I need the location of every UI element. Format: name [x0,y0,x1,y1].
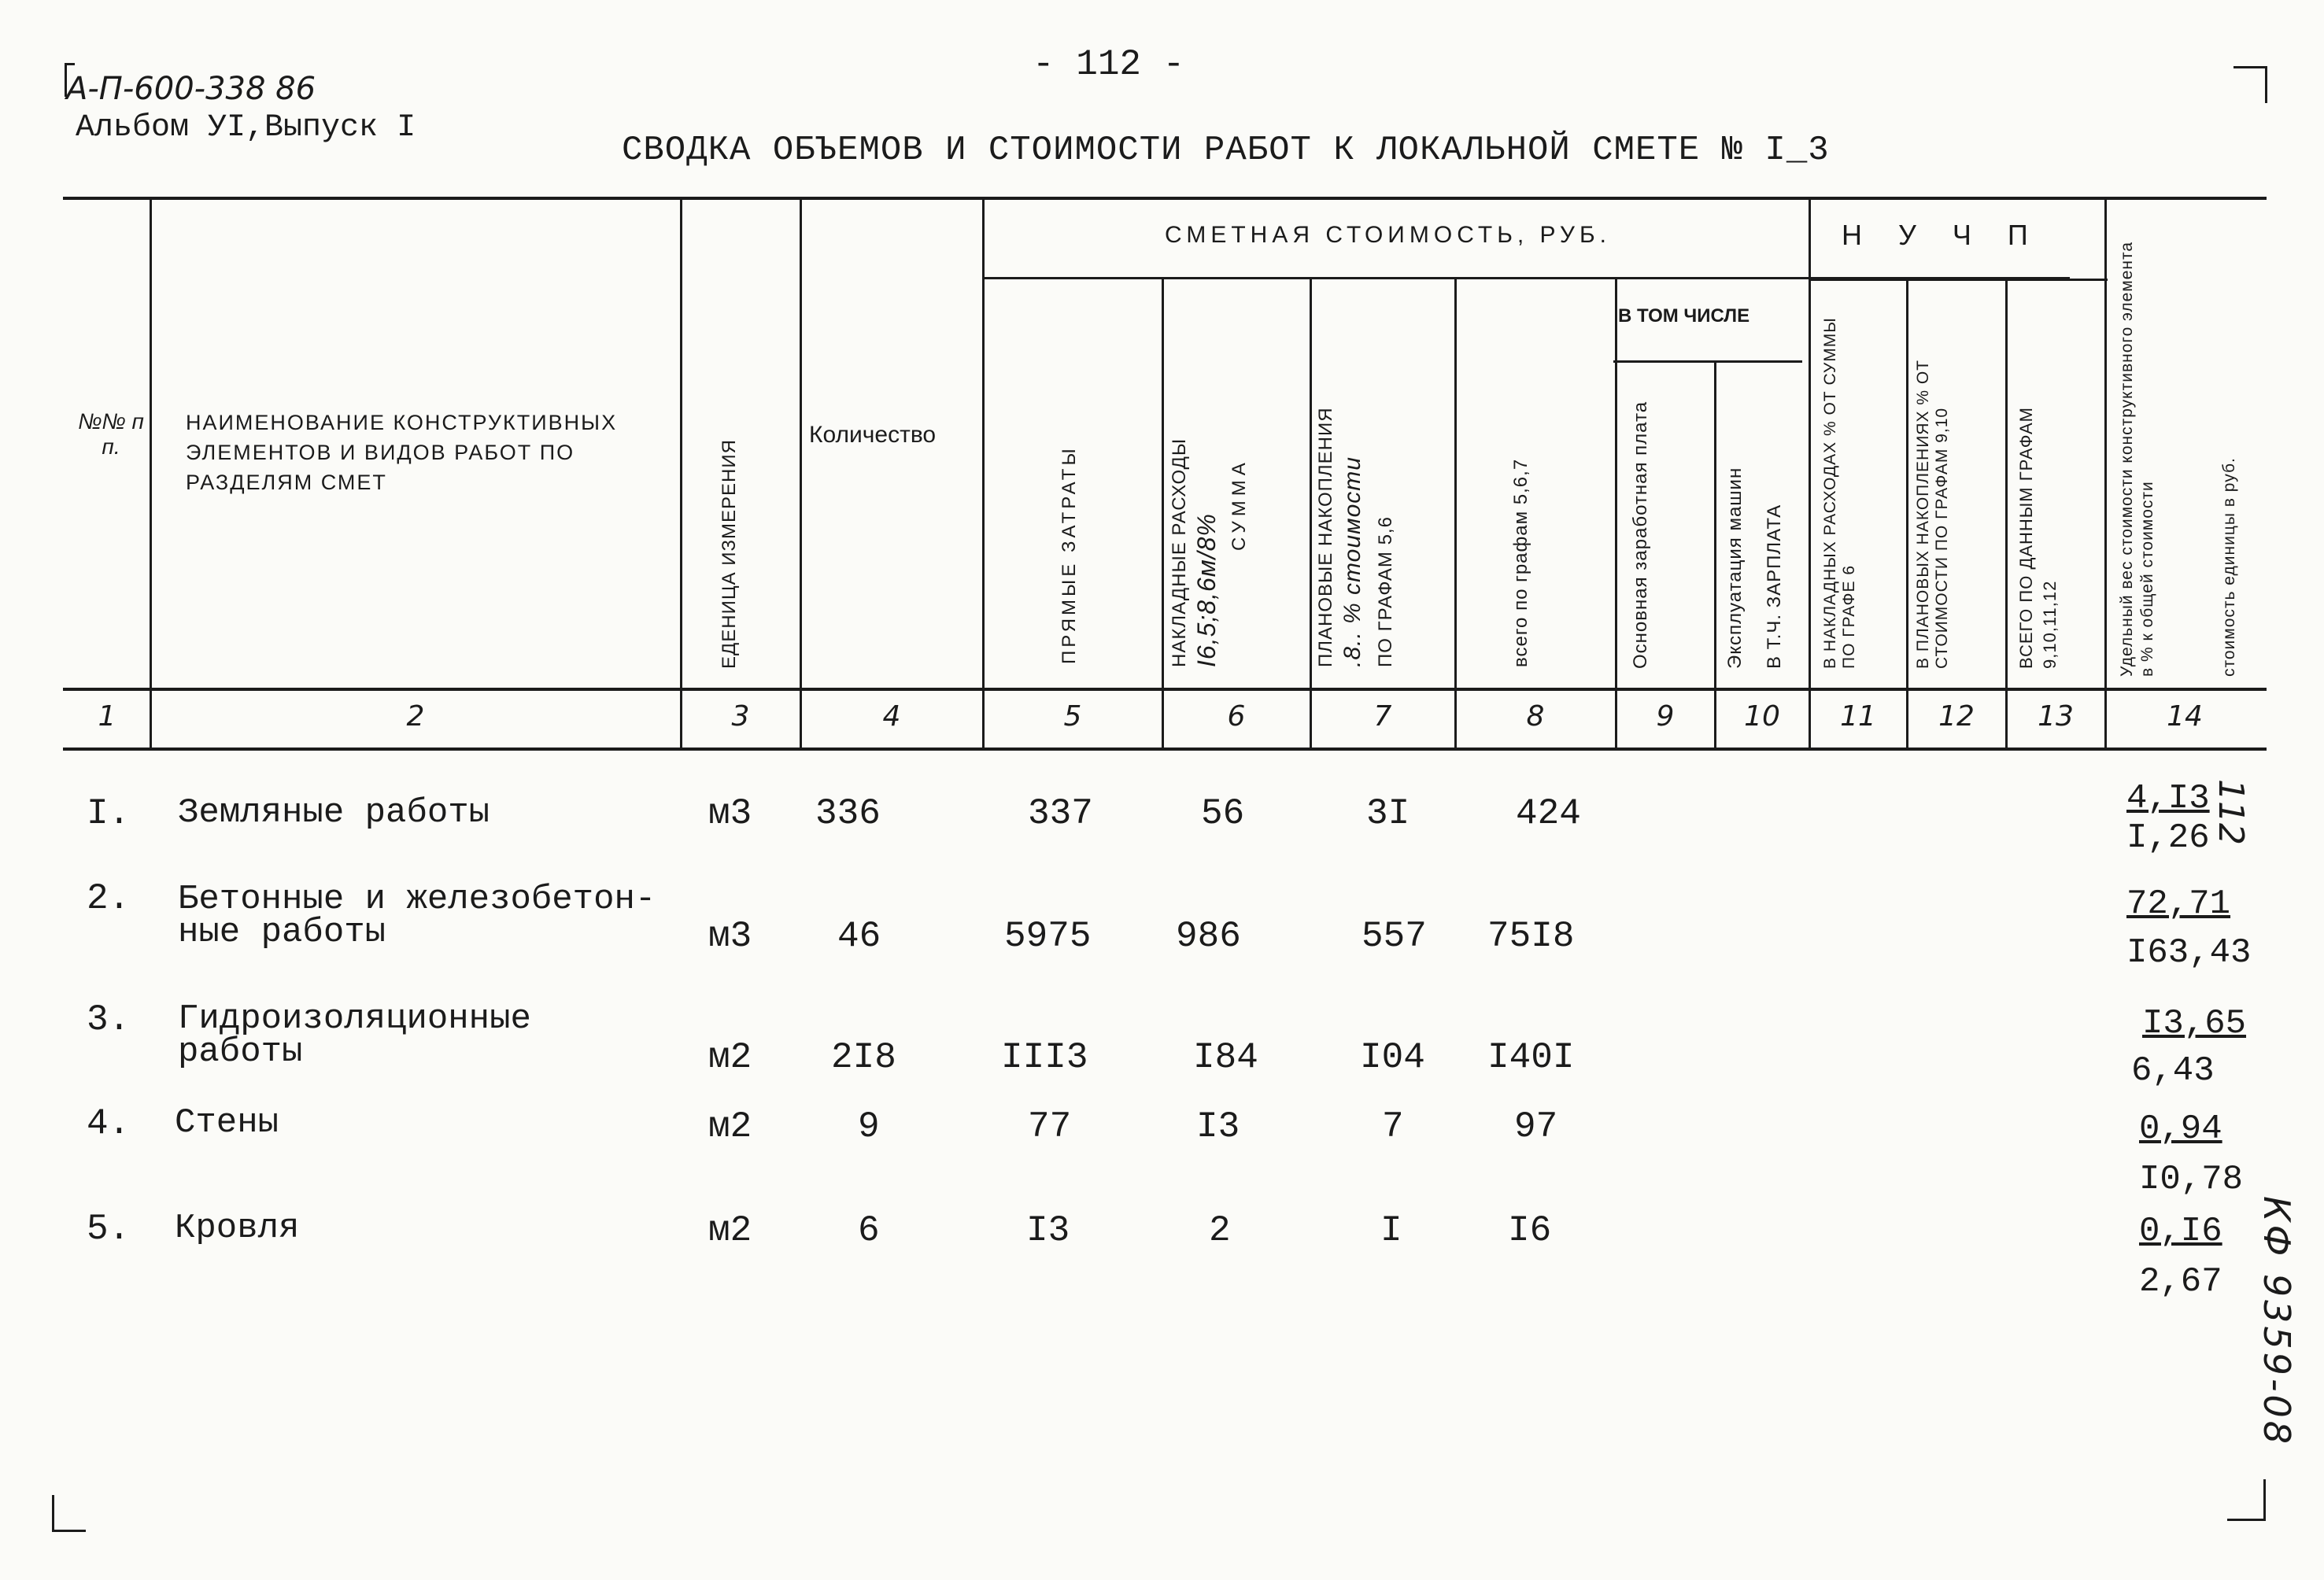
row-qty: 2I8 [831,1037,896,1078]
col-header-14: Удельный вес стоимости конструктивного элемента в % к общей стоимости [2118,241,2156,677]
column-number: 14 [2167,700,2203,733]
archive-stamp-number: КФ 9359-08 [2256,1196,2298,1448]
column-number: 5 [1063,700,1082,733]
row-total: I40I [1487,1037,1575,1078]
row-qty: 46 [837,916,881,957]
row-number: 2. [87,878,131,919]
column-number: 4 [882,700,901,733]
col-header-name: НАИМЕНОВАНИЕ КОНСТРУКТИВНЫХ ЭЛЕМЕНТОВ И ВИДОВ РАБОТ ПО РАЗДЕЛЯМ СМЕТ [186,411,618,494]
row-total: 97 [1514,1106,1558,1147]
row-number: 4. [87,1103,131,1144]
col-header-11: В НАКЛАДНЫХ РАСХОДАХ % ОТ СУММЫ ПО ГРАФЕ 6 [1821,317,1858,669]
row-unit: м3 [708,793,752,834]
col-header-12: В ПЛАНОВЫХ НАКОПЛЕНИЯХ % ОТ СТОИМОСТИ ПО ГРАФАМ 9,10 [1914,360,1951,669]
row-unit: м3 [708,916,752,957]
column-number: 3 [731,700,750,733]
row-total: I6 [1508,1210,1552,1251]
row-total: 424 [1516,793,1581,834]
row-unit-cost: I63,43 [2126,933,2252,973]
row-name: Стены [175,1103,279,1143]
page-title: СВОДКА ОБЪЕМОВ И СТОИМОСТИ РАБОТ К ЛОКАЛЬНОЙ СМЕТЕ № I_3 [622,131,1830,170]
document-code: Α-Π-600-338 86 [66,71,316,107]
col-divider [1809,198,1811,749]
row-qty: 6 [858,1210,880,1251]
nuchp-group-rule [1810,279,2108,281]
col-header-direct: ПРЯМЫЕ ЗАТРАТЫ [1059,445,1080,664]
col-header-14-unit: стоимость единицы в руб. [2220,457,2238,677]
col-header-planned-base: ПО ГРАФАМ 5,6 [1375,516,1396,667]
col-divider [2104,198,2107,749]
row-overhead: I84 [1193,1037,1258,1078]
row-unit-cost: I,26 [2126,818,2210,858]
column-number: 13 [2038,700,2074,733]
row-overhead: I3 [1196,1106,1240,1147]
col-header-qty: Количество [809,422,937,448]
col-header-machines: Эксплуатация машин [1724,467,1746,669]
row-unit-cost: I0,78 [2139,1160,2244,1199]
col-divider [1454,279,1457,749]
row-unit-cost: 6,43 [2131,1051,2215,1091]
row-overhead: 2 [1209,1210,1231,1251]
number-row-bottom-rule [63,748,2267,751]
row-share: 0,94 [2139,1109,2222,1149]
row-name: Гидроизоляционные [178,999,531,1039]
incl-group-header: В ТОМ ЧИСЛЕ [1618,305,1750,327]
row-planned: I [1380,1210,1402,1251]
col-divider [680,198,682,749]
row-overhead: 986 [1176,916,1241,957]
row-overhead: 56 [1201,793,1245,834]
row-direct: 77 [1028,1106,1072,1147]
corner-mark-top-left [65,63,75,97]
row-planned: 557 [1362,916,1427,957]
row-number: 5. [87,1209,131,1250]
row-name: Земляные работы [178,793,490,832]
col-header-salary: Основная заработная плата [1630,401,1651,669]
col-header-overhead-sum: СУММА [1229,458,1250,551]
row-planned: 7 [1382,1106,1404,1147]
table-top-rule [63,197,2267,200]
column-number: 8 [1526,700,1545,733]
col-header-overhead-rate: I6,5;8,6м/8% [1192,513,1221,667]
column-number: 10 [1744,700,1780,733]
album-issue: Альбом УI,Выпуск I [76,110,416,146]
row-unit: м2 [708,1210,752,1251]
column-number: 12 [1938,700,1975,733]
row-name: работы [178,1032,303,1072]
row-total: 75I8 [1487,916,1575,957]
col-divider [1310,279,1312,749]
column-number: 2 [406,700,425,733]
col-header-13: ВСЕГО ПО ДАННЫМ ГРАФАМ 9,10,11,12 [2016,406,2060,669]
row-direct: I3 [1026,1210,1070,1251]
col-divider [1906,280,1908,749]
incl-group-rule [1613,360,1802,363]
col-divider [150,198,152,749]
row-qty: 336 [815,793,881,834]
col-divider [2005,280,2008,749]
row-share: 0,I6 [2139,1212,2222,1251]
col-header-overhead: НАКЛАДНЫЕ РАСХОДЫ [1169,437,1190,667]
row-planned: I04 [1360,1037,1425,1078]
column-number: 6 [1227,700,1246,733]
col-divider [1615,279,1617,749]
row-direct: 337 [1028,793,1093,834]
row-share: I3,65 [2142,1004,2247,1043]
col-divider [1714,362,1716,749]
column-number: 1 [98,700,116,733]
col-header-unit: ЕДЕНИЦА ИЗМЕРЕНИЯ [719,439,740,669]
col-divider [800,198,802,749]
row-share: 4,I3 [2126,779,2210,818]
cost-group-header: СМЕТНАЯ СТОИМОСТЬ, РУБ. [1165,222,1611,248]
header-bottom-rule [63,688,2267,691]
row-planned: 3I [1366,793,1410,834]
row-direct: 5975 [1004,916,1092,957]
col-header-planned-rate: .8.. % стоимости [1339,456,1365,667]
corner-mark-bottom-right [2227,1479,2266,1521]
row-qty: 9 [858,1106,880,1147]
col-header-total: всего по графам 5,6,7 [1510,458,1531,667]
handwritten-page-mark: 112 [2211,779,2251,845]
column-number: 11 [1840,700,1876,733]
col-header-planned: ПЛАНОВЫЕ НАКОПЛЕНИЯ [1315,407,1336,667]
row-number: 3. [87,999,131,1040]
page-number: - 112 - [1033,44,1185,85]
corner-mark-bottom-left [52,1495,86,1532]
col-header-machines-salary: В Т.Ч. ЗАРПЛАТА [1764,504,1785,669]
corner-mark-top-right [2233,66,2267,103]
row-name: Кровля [175,1209,300,1248]
row-unit: м2 [708,1106,752,1147]
nuchp-group-header: Н У Ч П [1842,219,2042,251]
col-divider [982,198,985,749]
column-number: 9 [1656,700,1675,733]
col-divider [1162,279,1164,749]
row-unit-cost: 2,67 [2139,1262,2222,1301]
row-number: I. [87,793,131,834]
column-number: 7 [1373,700,1392,733]
row-share: 72,71 [2126,884,2231,924]
col-header-number: №№ п п. [78,409,144,459]
row-name: ные работы [178,913,386,952]
row-unit: м2 [708,1037,752,1078]
row-direct: III3 [1001,1037,1088,1078]
row-name: Бетонные и железобетон- [178,880,656,919]
